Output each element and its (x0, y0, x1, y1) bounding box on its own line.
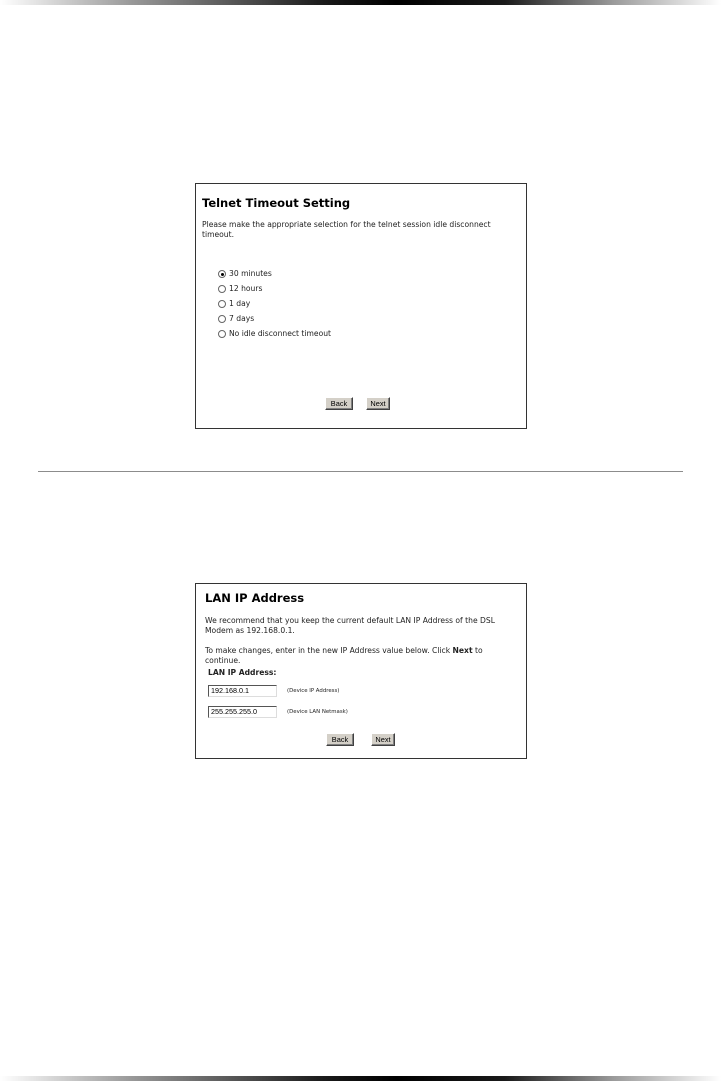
lan-ip-address-panel (195, 583, 527, 759)
option-label: No idle disconnect timeout (229, 329, 332, 338)
option-label: 1 day (229, 299, 251, 308)
back-button[interactable]: Back (326, 733, 354, 746)
option-label: 12 hours (229, 284, 263, 293)
lan-instruction (205, 646, 517, 666)
radio-button-icon[interactable] (218, 270, 226, 278)
radio-button-icon[interactable] (218, 330, 226, 338)
radio-button-icon[interactable] (218, 315, 226, 323)
back-button[interactable]: Back (325, 397, 353, 410)
instruction-next-word: Next (452, 646, 473, 655)
lan-description: We recommend that you keep the current default LAN IP Address of the DSL Modem as 192.168.0.1. (205, 616, 495, 635)
telnet-panel-title: Telnet Timeout Setting (202, 196, 351, 210)
bottom-decorative-bar (0, 1076, 721, 1081)
telnet-option-1-day[interactable] (218, 299, 250, 309)
telnet-option-12-hours[interactable] (218, 284, 262, 294)
option-label: 7 days (229, 314, 255, 323)
instruction-text-end: to continue. (205, 646, 483, 665)
ip-address-input[interactable]: 192.168.0.1 (208, 685, 277, 697)
netmask-input[interactable]: 255.255.255.0 (208, 706, 277, 718)
radio-button-icon[interactable] (218, 285, 226, 293)
instruction-text: To make changes, enter in the new IP Address value below. Click (205, 646, 453, 655)
telnet-option-7-days[interactable] (218, 314, 254, 324)
top-decorative-bar (0, 0, 721, 5)
netmask-hint: (Device LAN Netmask) (287, 709, 348, 715)
telnet-timeout-panel (195, 183, 527, 429)
next-button[interactable]: Next (366, 397, 390, 410)
lan-section-label: LAN IP Address: (208, 668, 277, 677)
section-divider (38, 471, 683, 472)
telnet-description: Please make the appropriate selection for the telnet session idle disconnect timeout. (202, 220, 491, 239)
radio-button-icon[interactable] (218, 300, 226, 308)
next-button[interactable]: Next (371, 733, 395, 746)
telnet-option-no-timeout[interactable] (218, 329, 331, 339)
lan-panel-title: LAN IP Address (205, 591, 305, 605)
option-label: 30 minutes (229, 269, 272, 278)
ip-address-hint: (Device IP Address) (287, 688, 340, 694)
telnet-option-30-minutes[interactable] (218, 269, 272, 279)
